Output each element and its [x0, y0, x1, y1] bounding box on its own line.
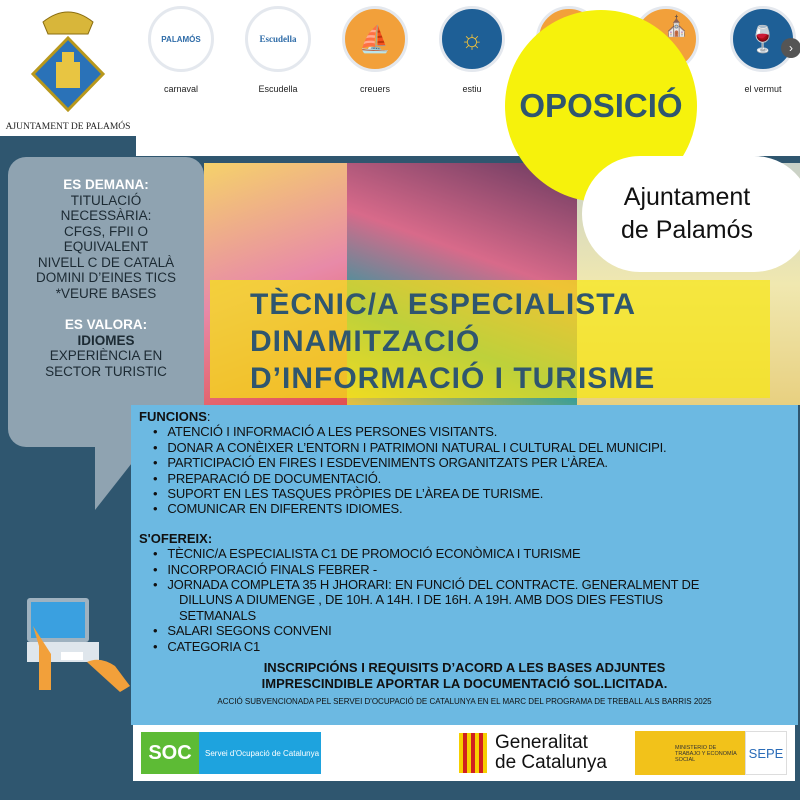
sun-icon: ☼: [439, 6, 505, 72]
job-title-line: TÈCNIC/A ESPECIALISTA: [250, 288, 637, 321]
valued-list: [8, 348, 204, 379]
list-item: EXPERIÈNCIA EN: [49, 348, 163, 363]
list-item: • PREPARACIÓ DE DOCUMENTACIÓ.: [153, 471, 790, 486]
list-item: TITULACIÓ: [70, 192, 142, 208]
coat-of-arms-icon: [28, 2, 108, 112]
list-item: NECESSÀRIA:: [60, 208, 152, 223]
ministerio-text: MINISTERIO DE TRABAJO Y ECONOMÍA SOCIAL: [635, 731, 745, 775]
ship-icon: ⛵: [342, 6, 408, 72]
job-details-panel: FUNCIONS: • ATENCIÓ I INFORMACIÓ A LES PERSONES VISITANTS. • DONAR A CONÈIXER L’ENTORN I PATRIMONI NATURAL I CULTURAL DEL MUNICIPI. • PARTICIPACIÓ EN FIRES I ESDEVENIMENTS ORGANITZATS PER L’ÀREA. • PREPARACIÓ DE DOCUMENTACIÓ. • SUPORT EN LES TASQUES PRÒPIES DE L’ÀREA DE TURISME. • COMUNICAR EN DIFERENTS IDIOMES. S'OFEREIX: • TÈCNIC/A ESPECIALISTA C1 DE PROMOCIÓ ECONÒMICA I TURISME • INCORPORACIÓ FINALS FEBRER - • JORNADA COMPLETA 35 H JHORARI: EN FUNCIÓ DEL CONTRACTE. GENERALMENT DE DILLUNS A DIUMENGE , DE 10H. A 14H. I DE 16H. A 19H. AMB DOS DIES FESTIUS SETMANALS • SALARI SEGONS CONVENI • CATEGORIA C1 INSCRIPCIÓNS I REQUISITS D’ACORD A LES BASES ADJUNTES IMPRESCINDIBLE APORTAR LA DOCUMENTACIÓ SOL.LICITADA. ACCIÓ SUBVENCIONADA PEL SERVEI D'OCUPACIÓ DE CATALUNYA EN EL MARC DEL PROGRAMA DE TREBALL ALS BARRIS 2025: [131, 405, 798, 725]
job-title-line: D’INFORMACIÓ I TURISME: [250, 362, 656, 395]
job-title-line: DINAMITZACIÓ: [250, 325, 481, 358]
palamos-logo-icon: PALAMÓS: [148, 6, 214, 72]
list-item: SECTOR TURISTIC: [45, 363, 167, 379]
notice-line: IMPRESCINDIBLE APORTAR LA DOCUMENTACIÓ SOL.LICITADA.: [261, 675, 668, 691]
list-item: • COMUNICAR EN DIFERENTS IDIOMES.: [153, 501, 790, 516]
category-carnaval[interactable]: [146, 6, 216, 94]
valued-item: IDIOMES: [77, 332, 135, 348]
generalitat-text: Generalitat: [495, 732, 588, 753]
oposicio-badge: OPOSICIÓ: [505, 10, 697, 202]
escudella-logo-icon: Escudella: [245, 6, 311, 72]
offer-heading: S'OFEREIX:: [139, 530, 213, 546]
requirements-list: [8, 193, 204, 302]
footnote: ACCIÓ SUBVENCIONADA PEL SERVEI D'OCUPACIÓ DE CATALUNYA EN EL MARC DEL PROGRAMA DE TREBALL ALS BARRIS 2025: [217, 696, 712, 706]
list-item: • CATEGORIA C1: [153, 639, 790, 654]
valued-heading: ES VALORA:: [64, 317, 148, 332]
organization-label: [582, 156, 800, 272]
municipality-name: AJUNTAMENT DE PALAMÓS: [5, 122, 131, 132]
offer-list: [139, 546, 790, 654]
category-escudella[interactable]: [243, 6, 313, 94]
generalitat-text: de Catalunya: [495, 752, 607, 773]
sponsor-logos: [133, 725, 795, 781]
generalitat-logo: [459, 733, 607, 773]
senyera-icon: [459, 733, 487, 773]
organization-line: Ajuntament: [623, 183, 751, 211]
functions-list: [139, 424, 790, 516]
category-label: estiu: [462, 84, 482, 94]
church-icon: ⛪: [633, 6, 699, 72]
category-creuers[interactable]: [340, 6, 410, 94]
list-item: • PARTICIPACIÓ EN FIRES I ESDEVENIMENTS ORGANITZATS PER L’ÀREA.: [153, 455, 790, 470]
list-item: • TÈCNIC/A ESPECIALISTA C1 DE PROMOCIÓ ECONÒMICA I TURISME: [153, 546, 790, 561]
list-item: • INCORPORACIÓ FINALS FEBRER -: [153, 562, 790, 577]
list-item: CFGS, FPII O: [63, 223, 148, 239]
soc-logo: [141, 732, 321, 774]
list-item: DOMINI D’EINES TICS: [35, 270, 177, 285]
requirements-heading: ES DEMANA:: [63, 177, 149, 192]
ministerio-sepe-logo: [635, 731, 787, 775]
soc-logo-text: SOC: [141, 732, 199, 774]
list-item: • ATENCIÓ I INFORMACIÓ A LES PERSONES VISITANTS.: [153, 424, 790, 439]
list-item: NIVELL C DE CATALÀ: [37, 254, 175, 270]
category-carousel: [136, 0, 800, 156]
list-item: *VEURE BASES: [55, 285, 157, 301]
organization-line: de Palamós: [620, 216, 754, 244]
laptop-illustration-icon: [25, 596, 130, 692]
list-item: • SALARI SEGONS CONVENI: [153, 623, 790, 638]
category-label: carnaval: [163, 84, 199, 94]
category-label: creuers: [359, 84, 390, 94]
list-item: SETMANALS: [179, 607, 256, 623]
list-item: DILLUNS A DIUMENGE , DE 10H. A 14H. I DE 16H. A 19H. AMB DOS DIES FESTIUS: [179, 592, 663, 608]
functions-heading: FUNCIONS: [139, 409, 207, 424]
notice-line: INSCRIPCIÓNS I REQUISITS D’ACORD A LES BASES ADJUNTES: [263, 660, 666, 676]
list-item: • SUPORT EN LES TASQUES PRÒPIES DE L’ÀREA DE TURISME.: [153, 486, 790, 501]
category-label: Escudella: [258, 84, 298, 94]
list-item: • JORNADA COMPLETA 35 H JHORARI: EN FUNCIÓ DEL CONTRACTE. GENERALMENT DE: [153, 577, 790, 592]
carousel-next-icon[interactable]: ›: [781, 38, 800, 58]
municipal-logo: [0, 0, 136, 136]
job-title: [210, 280, 770, 398]
soc-logo-subtitle: Servei d'Ocupació de Catalunya: [199, 732, 321, 774]
sepe-text: SEPE: [745, 731, 787, 775]
category-estiu[interactable]: [437, 6, 507, 94]
wine-grapes-icon: 🍷: [730, 6, 796, 72]
list-item: • DONAR A CONÈIXER L’ENTORN I PATRIMONI NATURAL I CULTURAL DEL MUNICIPI.: [153, 440, 790, 455]
list-item: EQUIVALENT: [63, 239, 149, 254]
category-label: el vermut: [744, 84, 782, 94]
requirements-bubble: [8, 157, 204, 447]
